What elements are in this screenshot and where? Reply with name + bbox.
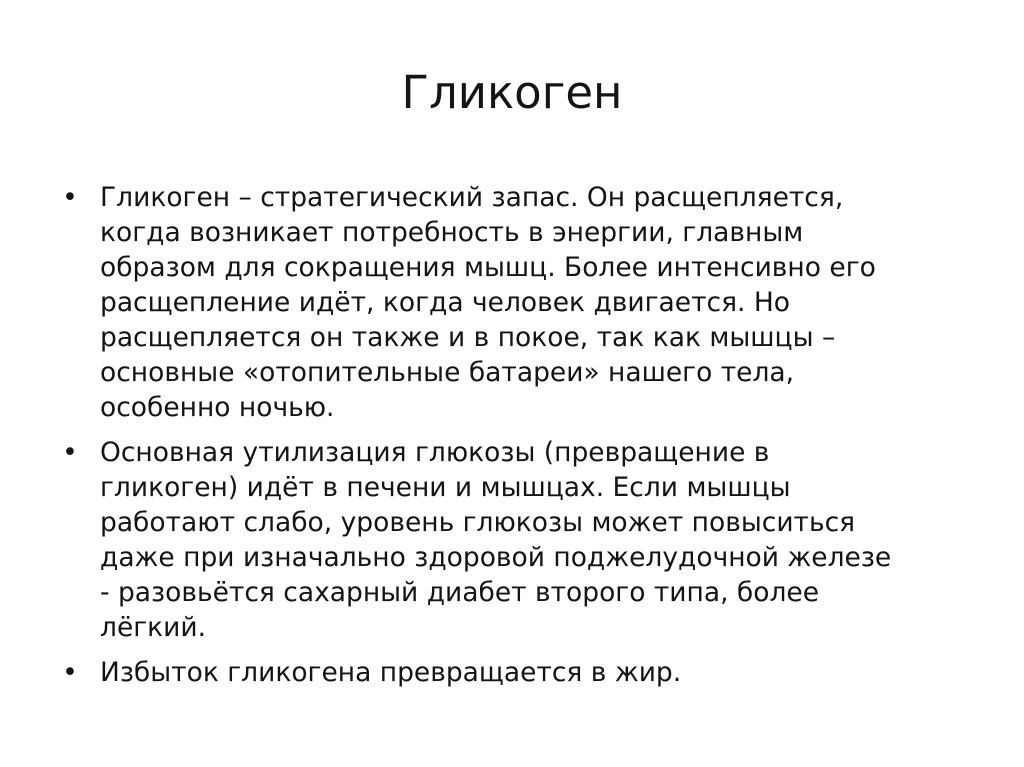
bullet-text: Избыток гликогена превращается в жир. [100, 657, 682, 688]
bullet-item-glycogen-reserve [60, 180, 965, 425]
bullet-item-glucose-utilization [60, 435, 965, 645]
bullet-dot-icon: • [62, 657, 78, 688]
bullet-list [60, 180, 965, 700]
bullet-text: Гликоген – стратегический запас. Он расщепляется, когда возникает потребность в энергии, главным образом для сокращения мышц. Более интенсивно его расщепление идёт, когда человек двигается. Но расщепляется он также и в покое, так как мышцы – основные «отопительные батареи» нашего тела, особенно ночью. [100, 182, 876, 423]
bullet-item-glycogen-excess [60, 655, 965, 690]
slide-title: Гликоген [401, 66, 623, 119]
bullet-dot-icon: • [62, 182, 78, 213]
bullet-text: Основная утилизация глюкозы (превращение в гликоген) идёт в печени и мышцах. Если мышцы работают слабо, уровень глюкозы может повыситься даже при изначально здоровой поджелудочной железе - разовьётся сахарный диабет второго типа, более лёгкий. [100, 437, 892, 643]
bullet-dot-icon: • [62, 437, 78, 468]
